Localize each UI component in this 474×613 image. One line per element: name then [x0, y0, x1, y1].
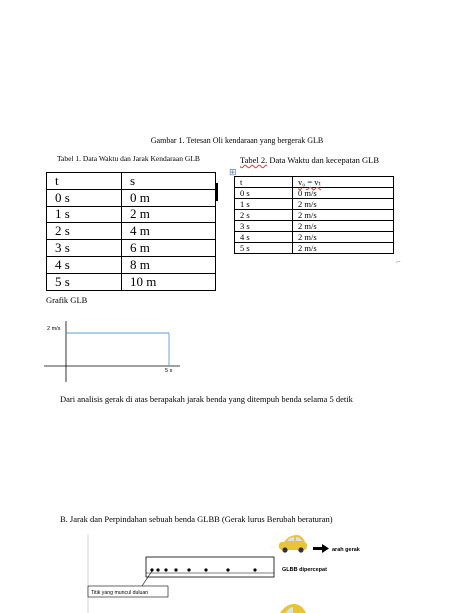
table-cell: 2 m/s	[293, 221, 394, 232]
table-row	[47, 256, 216, 273]
table-row	[47, 189, 216, 206]
table-cell: 3 s	[235, 221, 293, 232]
table-velocity	[234, 176, 394, 254]
table-cell: 0 m	[122, 189, 216, 206]
oil-drop	[174, 568, 177, 571]
oil-drop	[204, 568, 207, 571]
table2-caption-rest: Data Waktu dan kecepatan GLB	[267, 155, 380, 165]
table-row	[235, 221, 394, 232]
direction-label: arah gerak	[332, 547, 360, 553]
glbb-label: GLBB dipercepat	[282, 567, 327, 573]
table1-caption: Tabel 1. Data Waktu dan Jarak Kendaraan GLB	[57, 154, 200, 163]
oil-drop	[226, 568, 229, 571]
table-distance	[46, 172, 216, 291]
table-cell: 2 m/s	[293, 199, 394, 210]
table2-caption-prefix: Tabel 2.	[240, 155, 268, 165]
table-row	[47, 206, 216, 223]
table-cell: 5 s	[47, 273, 122, 290]
table-cell: 1 s	[47, 206, 122, 223]
table-row	[235, 188, 394, 199]
table-cell: 3 s	[47, 240, 122, 257]
header-cell: t	[47, 173, 122, 190]
table-row	[235, 199, 394, 210]
table-row	[47, 273, 216, 290]
table-cell: 2 s	[47, 223, 122, 240]
table-header-row	[47, 173, 216, 190]
table-cell: 4 s	[235, 232, 293, 243]
table-cell: 4 m	[122, 223, 216, 240]
table-cell: 2 m/s	[293, 243, 394, 254]
table-header-row	[235, 177, 394, 188]
section-b-heading: B. Jarak dan Perpindahan sebuah benda GLBB (Gerak lurus Berubah beraturan)	[60, 514, 333, 524]
table-cell: 0 s	[235, 188, 293, 199]
oil-drop	[187, 568, 190, 571]
arrow-right-icon	[313, 544, 329, 553]
move-handle-icon[interactable]: ⊞	[229, 168, 237, 178]
table-cell: 5 s	[235, 243, 293, 254]
drop-label: Titik yang muncul duluan	[91, 590, 149, 596]
oil-drop	[156, 568, 159, 571]
velocity-header: v₀ = vₜ	[298, 177, 322, 187]
x-axis-label: 5 s	[165, 368, 173, 374]
car-icon-bottom	[280, 604, 306, 613]
road-box	[146, 557, 274, 577]
table-cell: 2 m	[122, 206, 216, 223]
y-axis-label: 2 m/s	[47, 326, 61, 332]
glbb-figure	[80, 534, 380, 613]
oil-drop	[253, 568, 256, 571]
oil-drop	[164, 568, 167, 571]
text-cursor-mark	[215, 183, 218, 201]
table-cell: 2 m/s	[293, 210, 394, 221]
table-row	[47, 240, 216, 257]
table-row	[235, 243, 394, 254]
question-text: Dari analisis gerak di atas berapakah jarak benda yang ditempuh benda selama 5 detik	[60, 394, 353, 404]
svg-text:∙∙∙: ∙∙∙	[270, 545, 275, 551]
table-cell: 4 s	[47, 256, 122, 273]
table-cell: 2 s	[235, 210, 293, 221]
table-cell: 6 m	[122, 240, 216, 257]
glb-graph	[40, 318, 190, 388]
header-cell: s	[122, 173, 216, 190]
table-row	[235, 232, 394, 243]
resize-handle-icon[interactable]: ⌐	[396, 259, 402, 266]
table-cell: 2 m/s	[293, 232, 394, 243]
table-cell: 10 m	[122, 273, 216, 290]
table-row	[47, 223, 216, 240]
figure-caption: Gambar 1. Tetesan Oli kendaraan yang bergerak GLB	[150, 136, 324, 145]
table-row	[235, 210, 394, 221]
table-cell: 1 s	[235, 199, 293, 210]
table2-caption	[240, 155, 379, 165]
table-cell: 0 m/s	[293, 188, 394, 199]
car-icon	[270, 535, 307, 553]
header-cell	[293, 177, 394, 188]
table-cell: 8 m	[122, 256, 216, 273]
table-cell: 0 s	[47, 189, 122, 206]
graph-title: Grafik GLB	[46, 295, 88, 305]
header-cell: t	[235, 177, 293, 188]
